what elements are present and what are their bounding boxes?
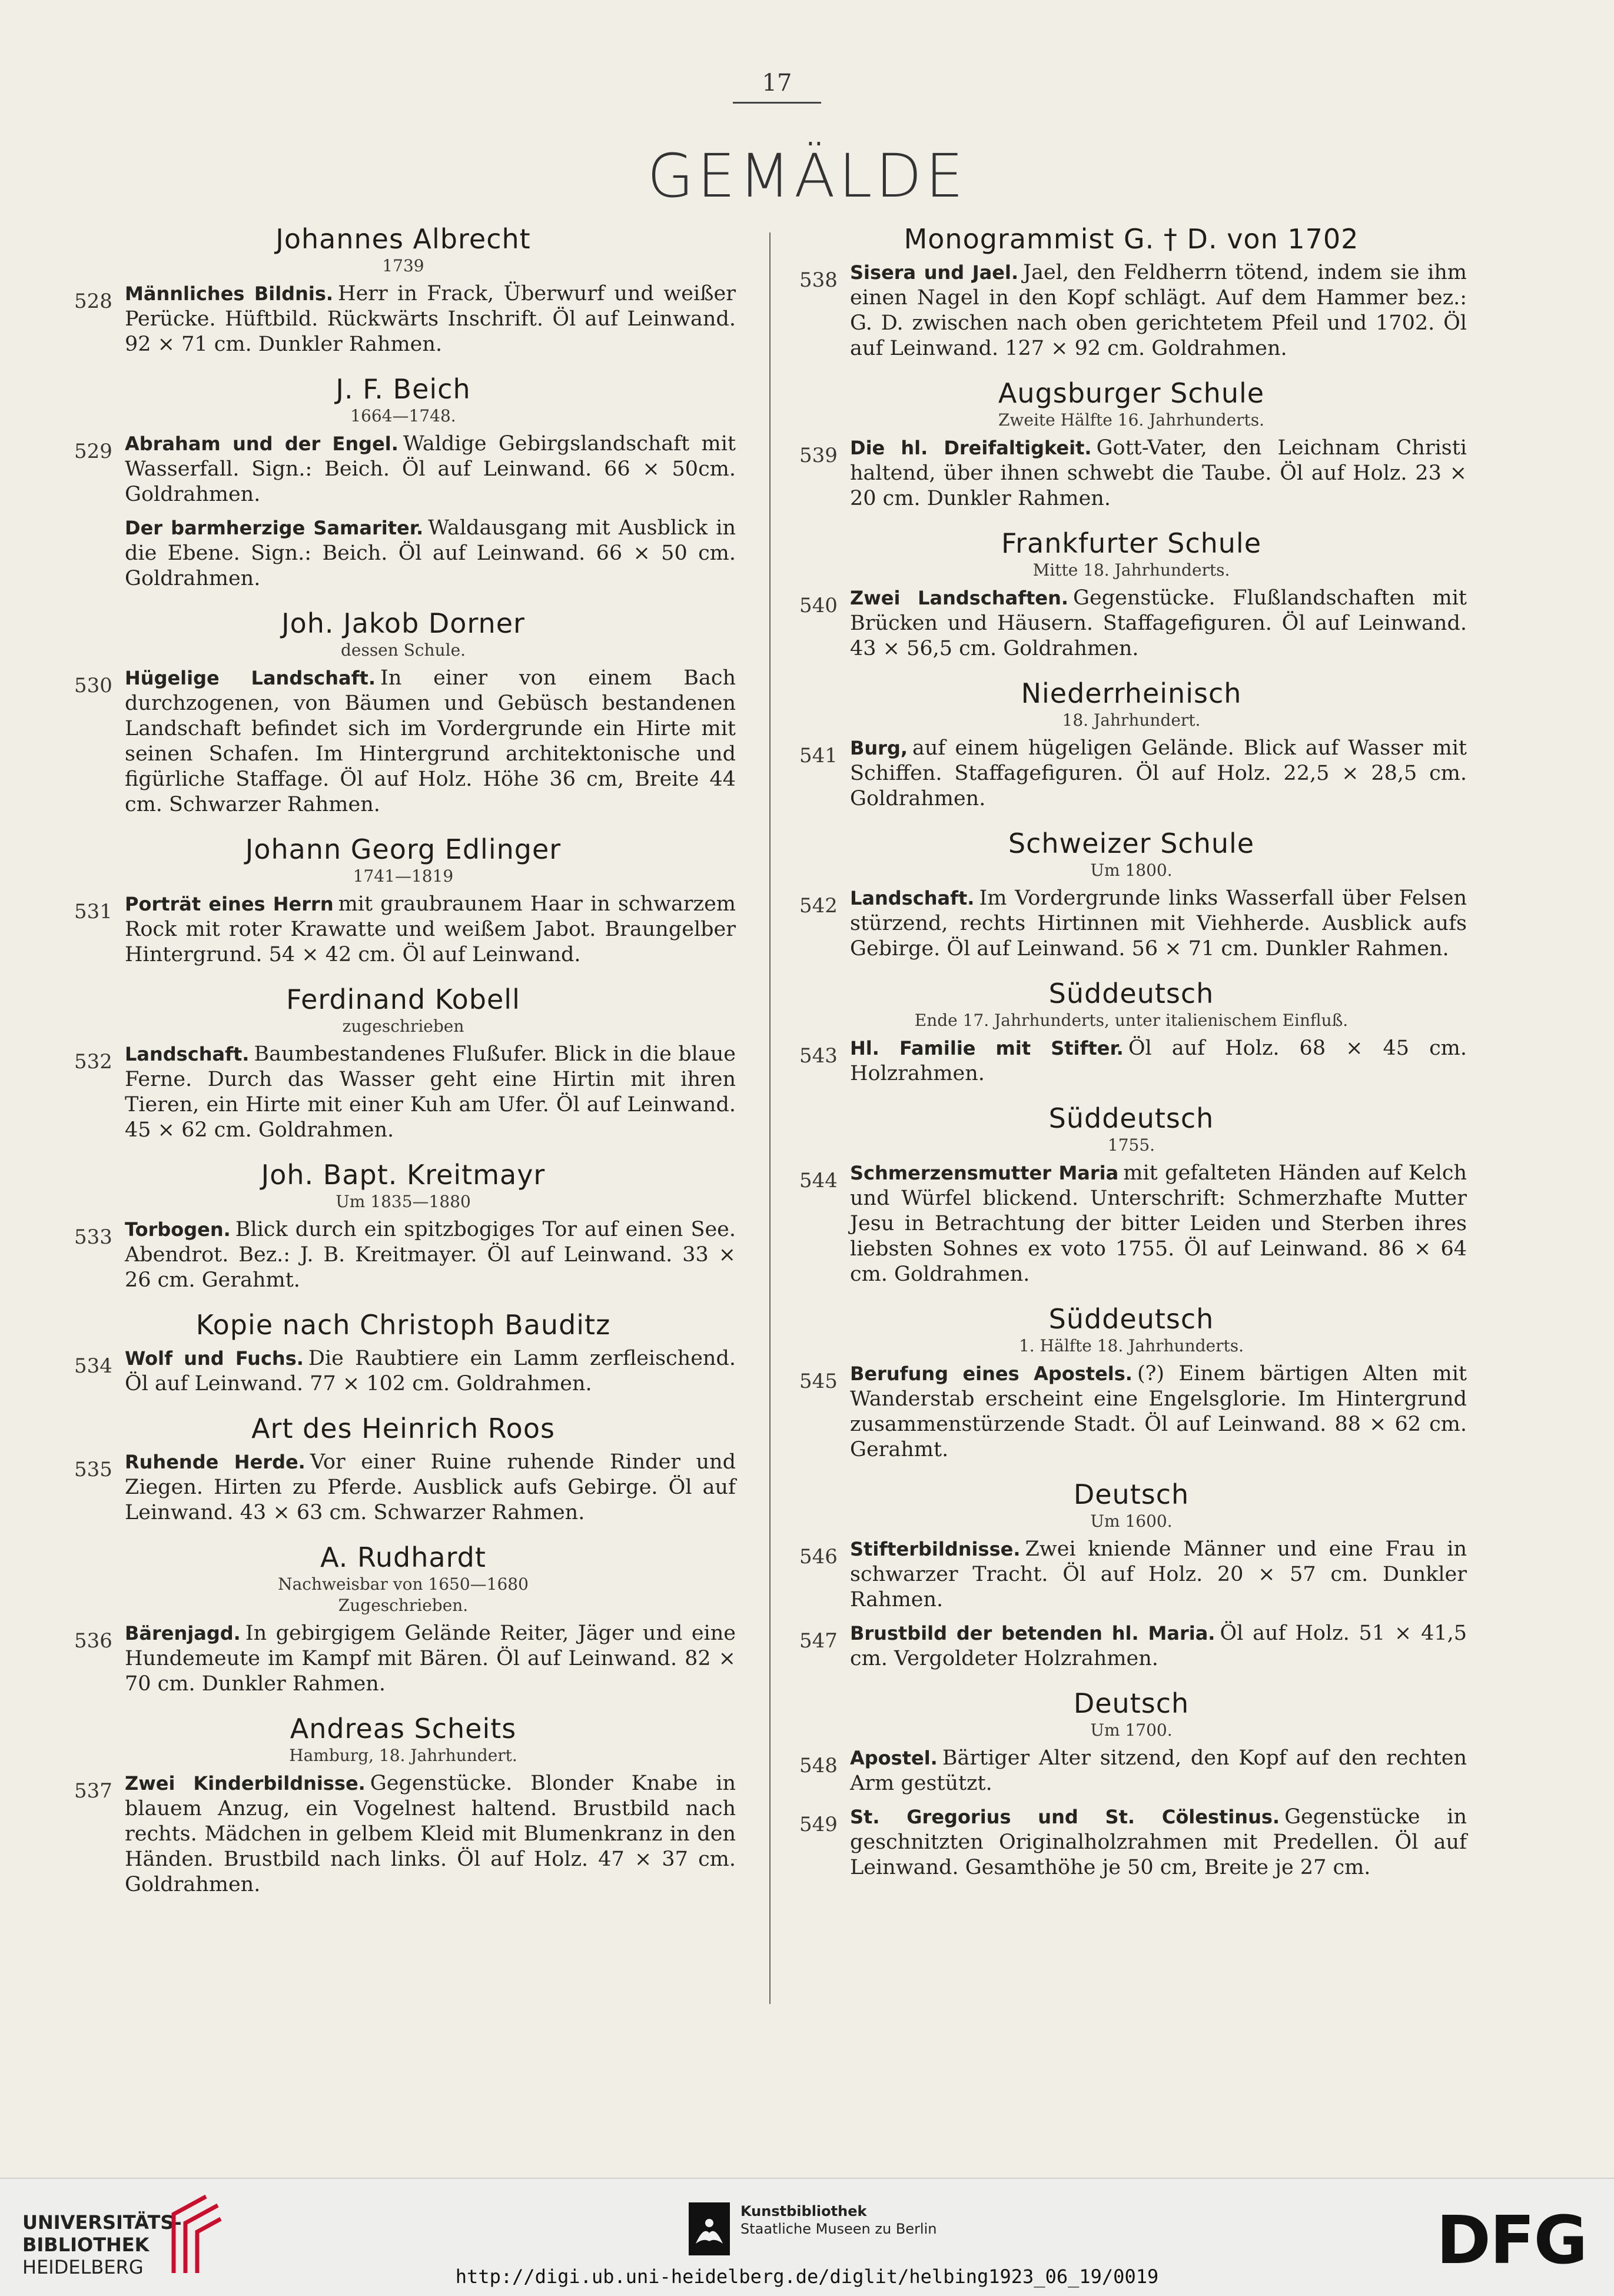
artist-dates: Um 1700.: [1090, 1720, 1173, 1740]
artist-section: [71, 222, 736, 277]
artist-name: Andreas Scheits: [290, 1713, 517, 1745]
catalog-entry: [796, 886, 1467, 962]
artwork-title: Männliches Bildnis.: [125, 283, 334, 305]
artwork-title: Der barmherzige Samariter.: [125, 517, 424, 539]
artist-section: [796, 827, 1467, 881]
lot-number: 536: [74, 1629, 112, 1653]
lot-number: 538: [799, 268, 838, 292]
artist-section: [71, 983, 736, 1037]
artwork-title: Apostel.: [850, 1747, 938, 1769]
uni-logo-line: HEIDELBERG: [22, 2256, 144, 2278]
artist-section: [796, 977, 1467, 1031]
lot-number: 530: [74, 674, 112, 697]
artist-dates: Nachweisbar von 1650—1680: [278, 1574, 529, 1594]
artwork-title: Hügelige Landschaft.: [125, 667, 376, 689]
artwork-description: In gebirgigem Gelände Reiter, Jäger und eine Hundemeute im Kampf mit Bären. Öl auf Leinwand. 82 × 70 cm. Dunkler Rahmen.: [125, 1622, 736, 1696]
artwork-description: Vor einer Ruine ruhende Rinder und Ziegen. Hirten zu Pferde. Ausblick aufs Gebirge. Öl auf Leinwand. 43 × 63 cm. Schwarzer Rahmen.: [125, 1450, 736, 1524]
artist-dates: Um 1600.: [1090, 1511, 1173, 1531]
catalog-entry: [796, 1161, 1467, 1287]
artwork-description: (?) Einem bärtigen Alten mit Wanderstab erscheint eine Engelsglorie. Im Hintergrund zusammenstürzende Stadt. Öl auf Leinwand. 88 × 62 cm. Gerahmt.: [850, 1362, 1467, 1461]
kb-sub: Staatliche Museen zu Berlin: [740, 2221, 937, 2237]
artist-dates: Ende 17. Jahrhunderts, unter italienischem Einfluß.: [914, 1011, 1349, 1030]
artist-section: [796, 677, 1467, 731]
catalog-entry: [71, 1771, 736, 1898]
source-url[interactable]: http://digi.ub.uni-heidelberg.de/diglit/helbing1923_06_19/0019: [455, 2265, 1159, 2288]
artwork-title: Landschaft.: [850, 887, 975, 909]
artwork-title: Berufung eines Apostels.: [850, 1363, 1133, 1385]
catalog-entry: [71, 1621, 736, 1697]
artist-section: [71, 1412, 736, 1445]
uni-logo-line: UNIVERSITÄTS-: [22, 2211, 182, 2234]
lot-number: 535: [74, 1458, 112, 1481]
lot-number: 532: [74, 1050, 112, 1074]
right-column: [796, 222, 1467, 1889]
artwork-description: Gott-Vater, den Leichnam Christi haltend, über ihnen schwebt die Taube. Öl auf Holz. 23 × 20 cm. Dunkler Rahmen.: [850, 436, 1467, 510]
artwork-description: Waldige Gebirgslandschaft mit Wasserfall. Sign.: Beich. Öl auf Leinwand. 66 × 50cm. Goldrahmen.: [125, 432, 736, 506]
artist-name: Kopie nach Christoph Bauditz: [195, 1309, 611, 1341]
artwork-title: Bärenjagd.: [125, 1622, 241, 1644]
lot-number: 548: [799, 1754, 838, 1777]
artist-section: [796, 1302, 1467, 1357]
lot-number: 539: [799, 444, 838, 467]
kb-name: Kunstbibliothek: [740, 2203, 867, 2219]
column-divider: [769, 232, 771, 2004]
artwork-description: In einer von einem Bach durchzogenen, von Bäumen und Gebüsch bestandenen Landschaft befindet sich im Vordergrunde ein Hirte mit seinen Schafen. Im Hintergrund architektonische und figürliche Staffage. Öl auf Holz. Höhe 36 cm, Breite 44 cm. Schwarzer Rahmen.: [125, 666, 736, 816]
attribution-note: Zugeschrieben.: [338, 1596, 469, 1615]
catalog-entry: [71, 281, 736, 357]
catalog-entry: [796, 1621, 1467, 1672]
artwork-description: Jael, den Feldherrn tötend, indem sie ihm einen Nagel in den Kopf schlägt. Auf dem Hammer bez.: G. D. zwischen nach oben gerichtetem Pfeil und 1702. Öl auf Leinwand. 127 × 92 cm. Goldrahmen.: [850, 261, 1467, 360]
artist-name: Süddeutsch: [1048, 1303, 1214, 1335]
lot-number: 546: [799, 1545, 838, 1569]
artist-name: J. F. Beich: [336, 373, 471, 405]
artist-section: [796, 1478, 1467, 1532]
artwork-title: Stifterbildnisse.: [850, 1538, 1021, 1560]
catalog-entry: [71, 1217, 736, 1293]
artwork-title: Ruhende Herde.: [125, 1451, 305, 1473]
artist-section: [796, 1687, 1467, 1741]
artist-section: [71, 1308, 736, 1341]
lot-number: 533: [74, 1225, 112, 1249]
catalog-entry: [71, 892, 736, 968]
artwork-description: mit graubraunem Haar in schwarzem Rock mit roter Krawatte und weißem Jabot. Braungelber Hintergrund. 54 × 42 cm. Öl auf Leinwand.: [125, 892, 736, 966]
artist-section: [796, 1102, 1467, 1156]
artist-dates: Hamburg, 18. Jahrhundert.: [289, 1746, 517, 1765]
catalog-entry: [71, 516, 736, 592]
lot-number: 547: [799, 1629, 838, 1653]
artist-dates: 1741—1819: [353, 866, 454, 886]
artist-name: Frankfurter Schule: [1001, 527, 1262, 559]
lot-number: 541: [799, 744, 838, 767]
artist-dates: 18. Jahrhundert.: [1062, 710, 1201, 730]
lot-number: 545: [799, 1370, 838, 1393]
page-number: 17: [762, 69, 792, 97]
artwork-title: Brustbild der betenden hl. Maria.: [850, 1622, 1216, 1644]
artist-name: Art des Heinrich Roos: [251, 1413, 555, 1444]
artwork-description: Blick durch ein spitzbogiges Tor auf einen See. Abendrot. Bez.: J. B. Kreitmayer. Öl auf Leinwand. 33 × 26 cm. Gerahmt.: [125, 1218, 736, 1292]
artist-dates: Mitte 18. Jahrhunderts.: [1032, 560, 1230, 580]
main-title: GEMÄLDE: [647, 141, 967, 211]
artist-dates: 1664—1748.: [350, 406, 456, 426]
artist-section: [796, 527, 1467, 581]
catalog-entry: [796, 736, 1467, 812]
catalog-entry: [796, 1805, 1467, 1880]
catalog-entry: [796, 586, 1467, 662]
catalog-entry: [71, 431, 736, 507]
catalog-entry: [71, 1346, 736, 1397]
artwork-description: Gegenstücke. Flußlandschaften mit Brücken und Häusern. Staffagefiguren. Öl auf Leinwand. 43 × 56,5 cm. Goldrahmen.: [850, 586, 1467, 660]
artwork-title: Die hl. Dreifaltigkeit.: [850, 437, 1092, 459]
left-column: [71, 222, 736, 1906]
lot-number: 529: [74, 440, 112, 463]
artwork-description: Im Vordergrunde links Wasserfall über Felsen stürzend, rechts Hirtinnen mit Viehherde. Ausblick aufs Gebirge. Öl auf Leinwand. 56 × 71 cm. Dunkler Rahmen.: [850, 886, 1467, 961]
artwork-title: Landschaft.: [125, 1043, 250, 1065]
catalog-entry: [71, 1042, 736, 1143]
artwork-description: Waldausgang mit Ausblick in die Ebene. Sign.: Beich. Öl auf Leinwand. 66 × 50 cm. Goldrahmen.: [125, 516, 736, 590]
artist-dates: dessen Schule.: [340, 640, 466, 660]
catalog-entry: [796, 1361, 1467, 1463]
lot-number: 549: [799, 1813, 838, 1836]
artist-name: Süddeutsch: [1048, 978, 1214, 1009]
artist-section: [71, 833, 736, 887]
artwork-description: auf einem hügeligen Gelände. Blick auf Wasser mit Schiffen. Staffagefiguren. Öl auf Holz. 22,5 × 28,5 cm. Goldrahmen.: [850, 736, 1467, 810]
catalog-entry: [796, 260, 1467, 361]
artwork-title: St. Gregorius und St. Cölestinus.: [850, 1806, 1280, 1828]
artist-name: Joh. Jakob Dorner: [281, 607, 525, 639]
artist-dates: Um 1835—1880: [336, 1192, 471, 1211]
uni-logo-line: BIBLIOTHEK: [22, 2234, 150, 2256]
artist-section: [71, 1712, 736, 1766]
artist-name: Johann Georg Edlinger: [245, 833, 562, 865]
dfg-logo[interactable]: DFG: [1436, 2202, 1587, 2279]
lot-number: 537: [74, 1779, 112, 1803]
artist-dates: 1755.: [1107, 1135, 1155, 1155]
artist-name: A. Rudhardt: [320, 1541, 486, 1573]
artwork-description: Gegenstücke in geschnitzten Originalholzrahmen mit Predellen. Öl auf Leinwand. Gesamthöhe je 50 cm, Breite je 27 cm.: [850, 1805, 1467, 1879]
lot-number: 542: [799, 894, 838, 918]
artist-section: [71, 373, 736, 427]
artwork-title: Schmerzensmutter Maria: [850, 1162, 1119, 1184]
artist-name: Augsburger Schule: [998, 377, 1265, 409]
artwork-title: Porträt eines Herrn: [125, 893, 334, 915]
catalog-entry: [71, 1450, 736, 1526]
artwork-description: Öl auf Holz. 68 × 45 cm. Holzrahmen.: [850, 1036, 1467, 1085]
artwork-title: Sisera und Jael.: [850, 261, 1019, 284]
artist-name: Süddeutsch: [1048, 1102, 1214, 1134]
artist-name: Deutsch: [1073, 1687, 1190, 1719]
artwork-description: Bärtiger Alter sitzend, den Kopf auf den rechten Arm gestützt.: [850, 1746, 1467, 1795]
artist-name: Niederrheinisch: [1021, 677, 1242, 709]
artwork-title: Hl. Familie mit Stifter.: [850, 1037, 1124, 1059]
catalog-entry: [796, 1746, 1467, 1796]
lot-number: 531: [74, 900, 112, 923]
artist-dates: 1. Hälfte 18. Jahrhunderts.: [1018, 1336, 1244, 1355]
lot-number: 543: [799, 1044, 838, 1068]
artist-dates: 1739: [382, 256, 424, 275]
artwork-title: Zwei Kinderbildnisse.: [125, 1772, 366, 1795]
catalog-entry: [71, 666, 736, 818]
catalog-entry: [796, 1537, 1467, 1613]
artwork-description: Öl auf Holz. 51 × 41,5 cm. Vergoldeter Holzrahmen.: [850, 1622, 1467, 1670]
artwork-description: mit gefalteten Händen auf Kelch und Würfel blickend. Unterschrift: Schmerzhafte Mutter Jesu in Betrachtung der bitter Leiden und Sterben ihres liebsten Sohnes ex voto 1755. Öl auf Leinwand. 86 × 64 cm. Goldrahmen.: [850, 1161, 1467, 1286]
lot-number: 540: [799, 594, 838, 617]
artwork-title: Zwei Landschaften.: [850, 587, 1069, 609]
artwork-description: Herr in Frack, Überwurf und weißer Perücke. Hüftbild. Rückwärts Inschrift. Öl auf Leinwand. 92 × 71 cm. Dunkler Rahmen.: [125, 282, 736, 356]
artwork-title: Wolf und Fuchs.: [125, 1347, 304, 1370]
artist-name: Johannes Albrecht: [275, 223, 531, 255]
lot-number: 544: [799, 1169, 838, 1192]
artwork-title: Abraham und der Engel.: [125, 433, 398, 455]
artist-dates: Um 1800.: [1090, 860, 1173, 880]
artist-section: [71, 607, 736, 661]
kunstbibliothek-eagle-icon: [689, 2202, 730, 2255]
kunstbibliothek-label[interactable]: [740, 2202, 936, 2238]
artwork-description: Baumbestandenes Flußufer. Blick in die blaue Ferne. Durch das Wasser geht eine Hirtin mit ihren Tieren, ein Hirte mit einer Kuh am Ufer. Öl auf Leinwand. 45 × 62 cm. Goldrahmen.: [125, 1042, 736, 1142]
artist-section: [71, 1158, 736, 1212]
artwork-description: Zwei kniende Männer und eine Frau in schwarzer Tracht. Öl auf Holz. 20 × 57 cm. Dunkler Rahmen.: [850, 1537, 1467, 1611]
artist-name: Ferdinand Kobell: [286, 983, 520, 1015]
artist-section: [796, 377, 1467, 431]
artwork-title: Torbogen.: [125, 1218, 231, 1241]
artwork-description: Gegenstücke. Blonder Knabe in blauem Anzug, ein Vogelnest haltend. Brustbild nach rechts. Mädchen in gelbem Kleid mit Blumenkranz in den Händen. Brustbild nach links. Öl auf Holz. 47 × 37 cm. Goldrahmen.: [125, 1772, 736, 1896]
viewer-footer: [0, 2178, 1614, 2296]
lot-number: 528: [74, 290, 112, 313]
artist-name: Schweizer Schule: [1008, 828, 1255, 859]
artwork-description: Die Raubtiere ein Lamm zerfleischend. Öl auf Leinwand. 77 × 102 cm. Goldrahmen.: [125, 1347, 736, 1395]
catalog-entry: [796, 1036, 1467, 1086]
catalog-entry: [796, 436, 1467, 511]
artwork-title: Burg,: [850, 737, 908, 759]
artist-section: [796, 222, 1467, 255]
artist-dates: zugeschrieben: [342, 1016, 464, 1036]
page-number-rule: [733, 102, 821, 104]
artist-name: Joh. Bapt. Kreitmayr: [261, 1159, 546, 1191]
lot-number: 534: [74, 1354, 112, 1378]
artist-name: Monogrammist G. † D. von 1702: [904, 223, 1359, 255]
artist-dates: Zweite Hälfte 16. Jahrhunderts.: [998, 410, 1265, 430]
artist-name: Deutsch: [1073, 1478, 1190, 1510]
artist-section: [71, 1541, 736, 1616]
